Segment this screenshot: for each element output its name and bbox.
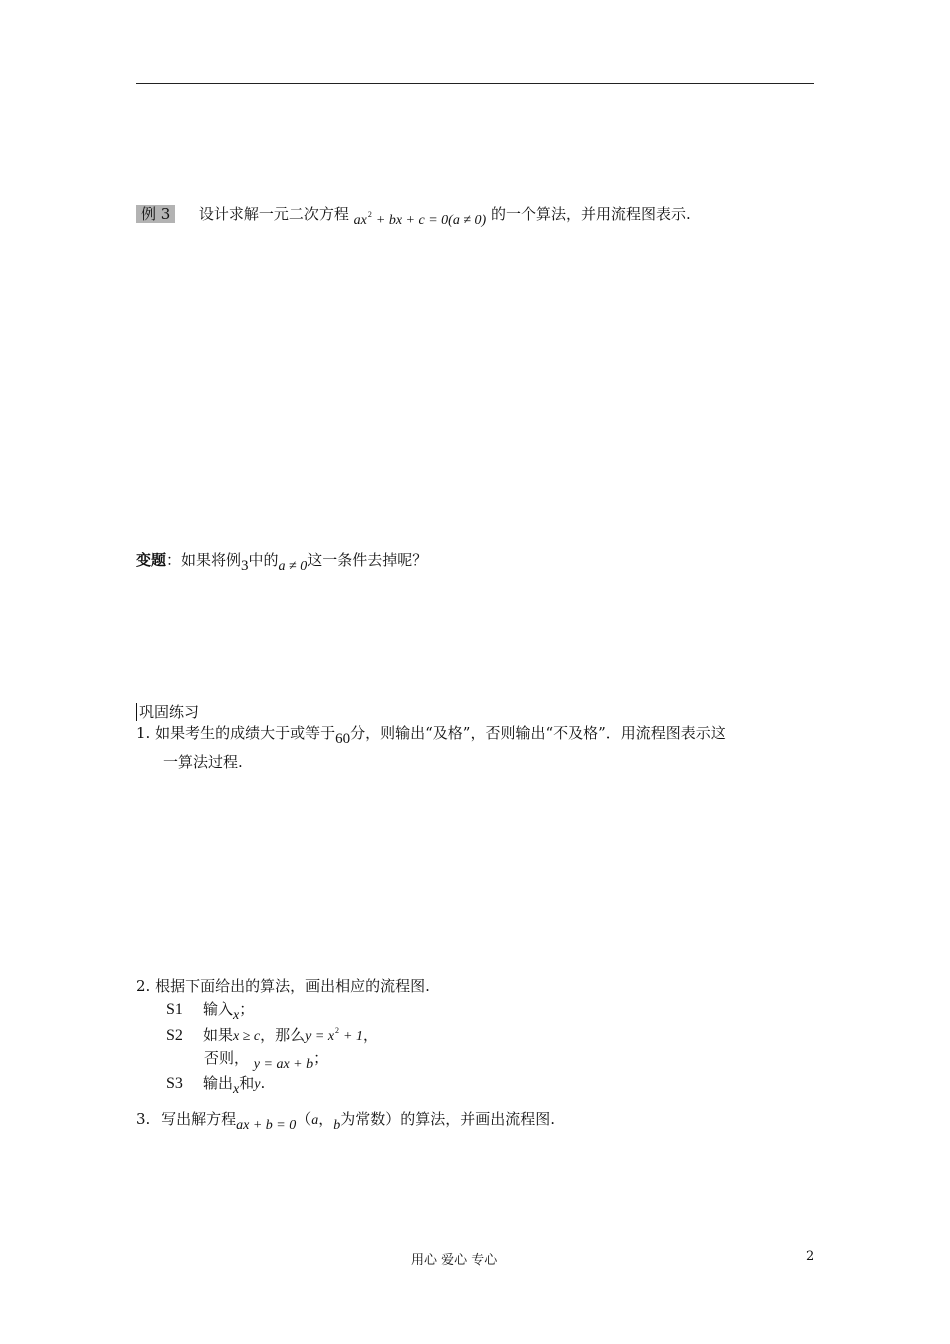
question-2-line bbox=[136, 975, 430, 996]
step-s3 bbox=[166, 1072, 266, 1097]
variant-ref: 3 bbox=[241, 558, 249, 574]
q1-number: 1. bbox=[136, 724, 151, 742]
step-s1 bbox=[166, 998, 255, 1023]
q3-sep: ， bbox=[318, 1110, 334, 1128]
example-equation: $ax^2$ + bx + c = 0(a ≠ 0) bbox=[353, 210, 487, 228]
s3-label: S3 bbox=[166, 1075, 183, 1092]
s3-end: . bbox=[260, 1074, 266, 1092]
s1-end: ； bbox=[239, 1000, 255, 1018]
example-text-before: 设计求解一元二次方程 bbox=[198, 205, 349, 223]
variant-label: 变题 bbox=[136, 551, 167, 569]
q3-var-b: b bbox=[333, 1118, 341, 1133]
variant-condition: a ≠ 0 bbox=[278, 559, 308, 574]
footer-center: 用心 爱心 专心 bbox=[411, 1253, 498, 1268]
practice-heading: 巩固练习 bbox=[136, 701, 199, 722]
s3-text-2: 和 bbox=[239, 1074, 255, 1092]
q2-number: 2. bbox=[136, 977, 151, 995]
s1-var: x bbox=[233, 1008, 240, 1023]
s3-var-2: y bbox=[254, 1077, 261, 1092]
else-expression: y = ax + b bbox=[253, 1057, 314, 1072]
question-1-line-1 bbox=[136, 722, 726, 747]
q1-score: 60 bbox=[335, 731, 351, 747]
example-3-line bbox=[136, 203, 691, 228]
s2-condition: x ≥ c bbox=[233, 1029, 261, 1044]
q3-var-a: a bbox=[311, 1113, 319, 1128]
q3-number: 3. bbox=[136, 1110, 151, 1128]
variant-text-2: 中的 bbox=[248, 551, 279, 569]
else-end: ； bbox=[313, 1049, 329, 1067]
question-1-line-2 bbox=[163, 751, 243, 772]
q3-text-3: 为常数）的算法，并画出流程图. bbox=[340, 1110, 556, 1128]
variant-text-3: 这一条件去掉呢？ bbox=[307, 551, 428, 569]
s3-text-1: 输出 bbox=[203, 1074, 234, 1092]
variant-line bbox=[136, 549, 428, 574]
example-text-after: 的一个算法，并用流程图表示. bbox=[490, 205, 691, 223]
step-else bbox=[204, 1047, 329, 1072]
s2-text-2: ，那么 bbox=[260, 1026, 306, 1044]
question-3-line bbox=[136, 1108, 556, 1133]
s3-var-1: x bbox=[233, 1082, 240, 1097]
variant-text-1: ：如果将例 bbox=[166, 551, 242, 569]
q1-text-3: 一算法过程. bbox=[163, 753, 243, 771]
else-text: 否则， bbox=[204, 1049, 250, 1067]
s1-text: 输入 bbox=[203, 1000, 234, 1018]
s2-end: ， bbox=[362, 1026, 378, 1044]
s2-text-1: 如果 bbox=[203, 1026, 234, 1044]
q2-text: 根据下面给出的算法，画出相应的流程图. bbox=[155, 977, 430, 995]
s1-label: S1 bbox=[166, 1001, 183, 1018]
page-number: 2 bbox=[806, 1249, 815, 1264]
q1-text-1: 如果考生的成绩大于或等于 bbox=[155, 724, 336, 742]
s2-label: S2 bbox=[166, 1027, 183, 1044]
q3-text-2: （ bbox=[296, 1110, 312, 1128]
example-label: 例 3 bbox=[136, 205, 175, 223]
q3-text-1: 写出解方程 bbox=[161, 1110, 237, 1128]
q1-text-2: 分，则输出“及格”，否则输出“不及格”．用流程图表示这 bbox=[350, 724, 726, 742]
q3-equation: ax + b = 0 bbox=[236, 1118, 297, 1133]
s2-expression: $y = x^2 + 1$ bbox=[305, 1026, 363, 1044]
header-rule bbox=[136, 83, 814, 84]
step-s2 bbox=[166, 1024, 378, 1045]
